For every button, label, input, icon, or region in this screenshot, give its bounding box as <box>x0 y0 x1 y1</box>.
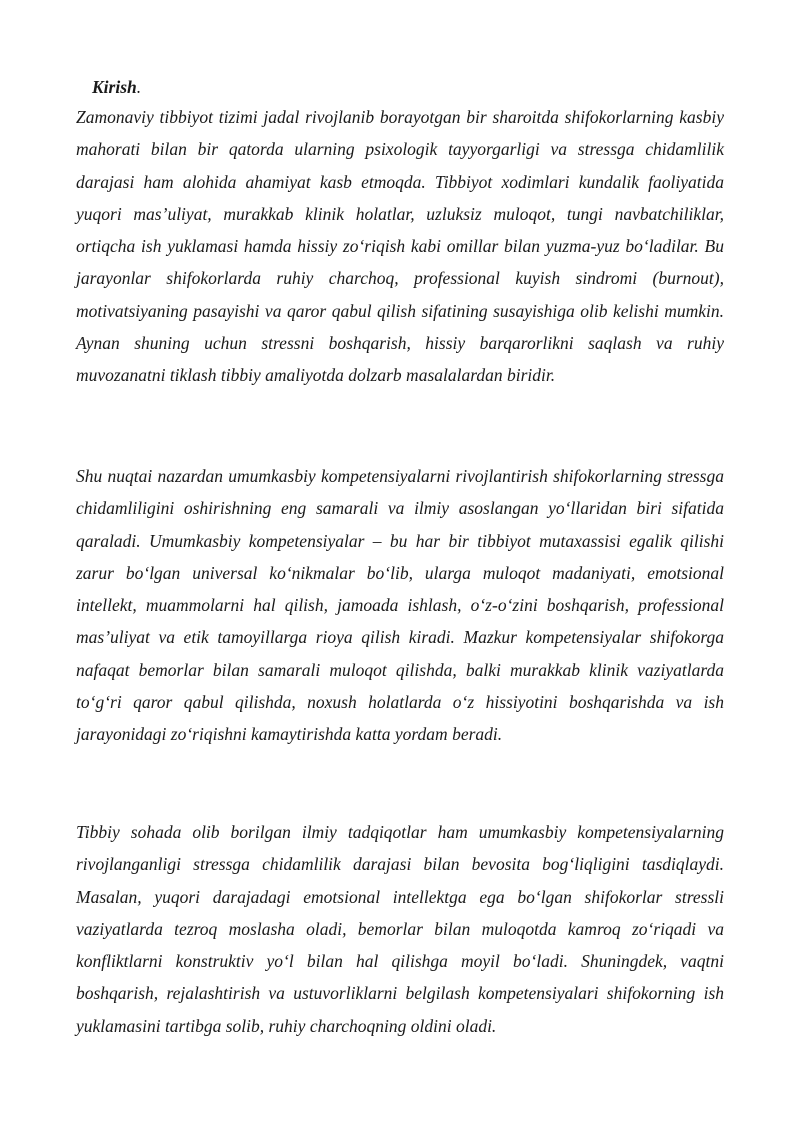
paragraph-introduction: Zamonaviy tibbiyot tizimi jadal rivojlanib borayotgan bir sharoitda shifokorlarning kasbiy mahorati bilan bir qatorda ularning psixologik tayyorgarligi va stressga chidamlilik darajasi ham alohida ahamiyat kasb etmoqda. Tibbiyot xodimlari kundalik faoliyatida yuqori mas’uliyat, murakkab klinik holatlar, uzluksiz muloqot, tungi navbatchiliklar, ortiqcha ish yuklamasi hamda hissiy zo‘riqish kabi omillar bilan yuzma-yuz bo‘ladilar. Bu jarayonlar shifokorlarda ruhiy charchoq, professional kuyish sindromi (burnout), motivatsiyaning pasayishi va qaror qabul qilish sifatining susayishiga olib kelishi mumkin. Aynan shuning uchun stressni boshqarish, hissiy barqarorlikni saqlash va ruhiy muvozanatni tiklash tibbiy amaliyotda dolzarb masalalardan biridir. <box>76 107 724 386</box>
paragraph-research: Tibbiy sohada olib borilgan ilmiy tadqiqotlar ham umumkasbiy kompetensiyalarning rivojlanganligi stressga chidamlilik darajasi bilan bevosita bog‘liqligini tasdiqlaydi. Masalan, yuqori darajadagi emotsional intellektga ega bo‘lgan shifokorlar stressli vaziyatlarda tezroq moslasha oladi, bemorlar bilan muloqotda kamroq zo‘riqadi va konfliktlarni konstruktiv yo‘l bilan hal qilishga moyil bo‘ladi. Shuningdek, vaqtni boshqarish, rejalashtirish va ustuvorliklarni belgilash kompetensiyalari shifokorning ish yuklamasini tartibga solib, ruhiy charchoqning oldini oladi. <box>76 822 724 1036</box>
heading-title: Kirish <box>92 77 137 97</box>
paragraph-competencies: Shu nuqtai nazardan umumkasbiy kompetensiyalarni rivojlantirish shifokorlarning stressga chidamliligini oshirishning eng samarali va ilmiy asoslangan yo‘llaridan biri sifatida qaraladi. Umumkasbiy kompetensiyalar – bu har bir tibbiyot mutaxassisi egalik qilishi zarur bo‘lgan universal ko‘nikmalar bo‘lib, ularga muloqot madaniyati, emotsional intellekt, muammolarni hal qilish, jamoada ishlash, o‘z-o‘zini boshqarish, professional mas’uliyat va etik tamoyillarga rioya qilish kiradi. Mazkur kompetensiyalar shifokorga nafaqat bemorlar bilan samarali muloqot qilishda, balki murakkab klinik vaziyatlarda to‘g‘ri qaror qabul qilishda, noxush holatlarda o‘z hissiyotini boshqarishda va ish jarayonidagi zo‘riqishni kamaytirishda katta yordam beradi. <box>76 466 724 745</box>
section-heading <box>92 74 141 100</box>
heading-punctuation: . <box>136 77 142 97</box>
